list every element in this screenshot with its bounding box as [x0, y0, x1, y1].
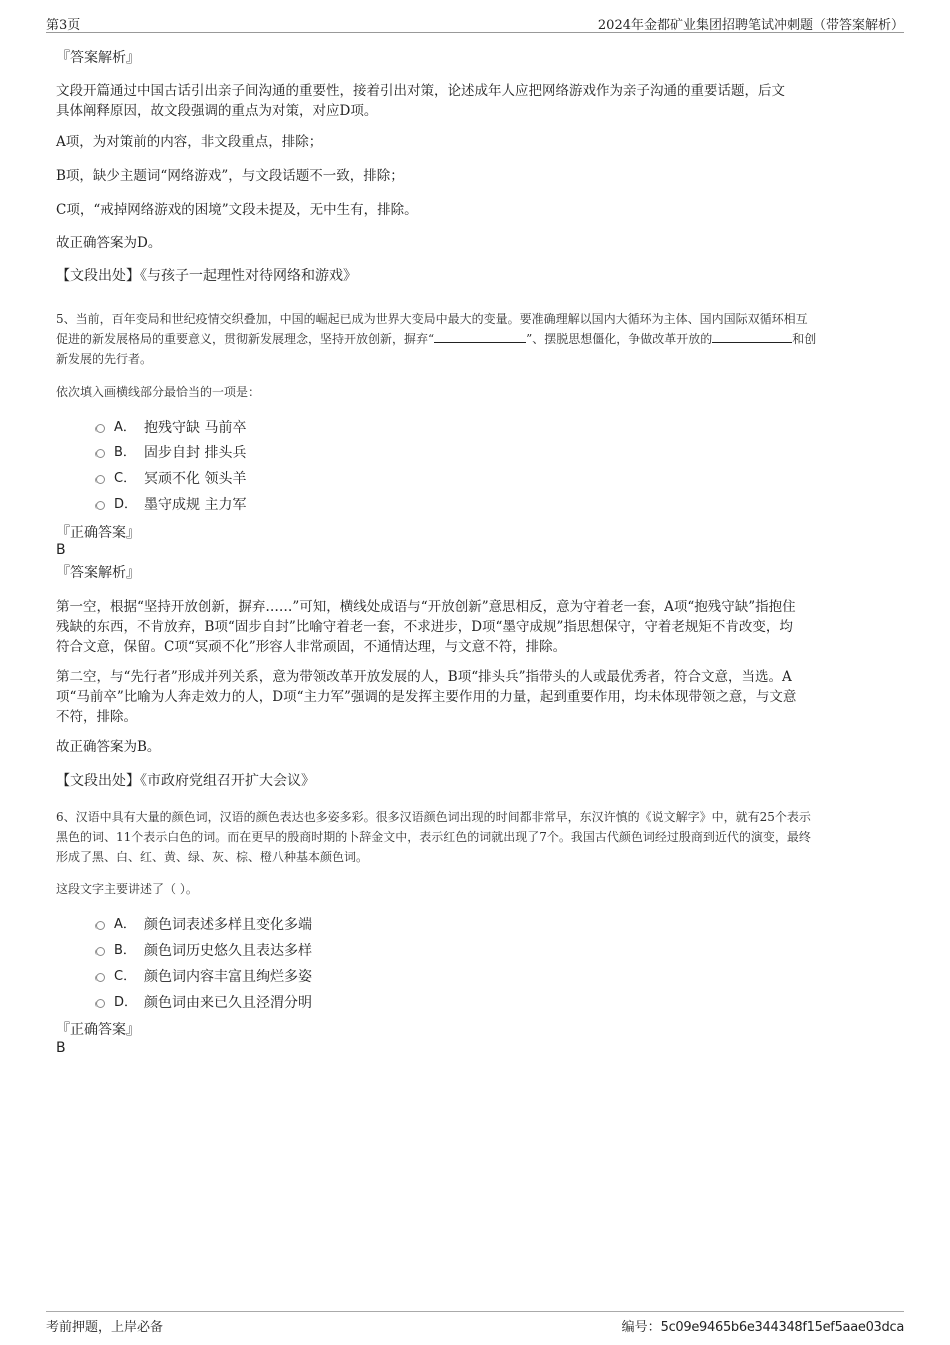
- page-header: [46, 14, 904, 33]
- analysis-paragraph: 文段开篇通过中国古话引出亲子间沟通的重要性，接着引出对策，论述成年人应把网络游戏作为亲子沟通的重要话题，后文 具体阐释原因，故文段强调的重点为对策，对应D项。: [56, 83, 785, 119]
- radio-icon[interactable]: [96, 947, 105, 956]
- analysis-paragraph-1: 第一空，根据“坚持开放创新，摒弃……”可知，横线处成语与“开放创新”意思相反，意为守着老一套，A项“抱残守缺”指抱住 残缺的东西，不肯放弃，B项“固步自封”比喻守着老一套，不求进步，D项“墨守成规”指思想保守，守着老规矩不肯改变，均 符合文意，保留。C项“冥顽不化”形容人非常顽固，不通情达理，与文意不符，排除。: [56, 599, 796, 655]
- radio-icon[interactable]: [96, 475, 105, 484]
- correct-answer: B: [56, 542, 66, 558]
- radio-icon[interactable]: [96, 999, 105, 1008]
- radio-icon[interactable]: [96, 449, 105, 458]
- fill-blank-1: [434, 330, 526, 343]
- document-code: 编号：5c09e9465b6e344348f15ef5aae03dca: [621, 1320, 904, 1335]
- page-footer: [46, 1311, 904, 1335]
- correct-answer: B: [56, 1040, 66, 1056]
- radio-icon[interactable]: [96, 921, 105, 930]
- footer-slogan: 考前押题，上岸必备: [46, 1320, 164, 1335]
- question-6-prompt: 这段文字主要讲述了（ ）。: [56, 882, 198, 896]
- radio-icon[interactable]: [96, 501, 105, 510]
- fill-blank-2: [712, 330, 792, 343]
- page-number: 第3页: [46, 18, 81, 33]
- answer-label: 『正确答案』: [56, 1022, 140, 1038]
- analysis-label: 『答案解析』: [56, 565, 140, 581]
- analysis-conclusion: 故正确答案为D。: [56, 235, 162, 251]
- source-citation: 【文段出处】《市政府党组召开扩大会议》: [56, 773, 315, 789]
- radio-icon[interactable]: [96, 973, 105, 982]
- analysis-point-c: C项，“戒掉网络游戏的困境”文段未提及，无中生有，排除。: [56, 202, 418, 218]
- analysis-conclusion: 故正确答案为B。: [56, 739, 161, 755]
- radio-icon[interactable]: [96, 424, 105, 433]
- analysis-paragraph-2: 第二空，与“先行者”形成并列关系，意为带领改革开放发展的人，B项“排头兵”指带头的人或最优秀者，符合文意，当选。A 项“马前卒”比喻为人奔走效力的人，D项“主力军”强调的是发挥主要作用的力量，起到重要作用，均未体现带领之意，与文意 不符，排除。: [56, 669, 797, 725]
- question-5-stem: 5、当前，百年变局和世纪疫情交织叠加，中国的崛起已成为世界大变局中最大的变量。要准确理解以国内大循环为主体、国内国际双循环相互 促进的新发展格局的重要意义，贯彻新发展理念，坚持开放创新，摒弃“ ”、摆脱思想僵化，争做改革开放的 和创 新发展的先行者。: [56, 312, 817, 366]
- question-6-stem: 6、汉语中具有大量的颜色词，汉语的颜色表达也多姿多彩。很多汉语颜色词出现的时间都非常早，东汉许慎的《说文解字》中，就有25个表示 黑色的词、11个表示白色的词。而在更早的殷商时期的卜辞金文中，表示红色的词就出现了7个。我国古代颜色词经过殷商到近代的演变，最终 形成了黑、白、红、黄、绿、灰、棕、橙八种基本颜色词。: [56, 810, 811, 864]
- answer-label: 『正确答案』: [56, 525, 140, 541]
- analysis-label: 『答案解析』: [56, 50, 140, 66]
- source-citation: 【文段出处】《与孩子一起理性对待网络和游戏》: [56, 268, 357, 284]
- question-5-prompt: 依次填入画横线部分最恰当的一项是：: [56, 385, 261, 399]
- analysis-point-b: B项，缺少主题词“网络游戏”，与文段话题不一致，排除；: [56, 168, 404, 184]
- analysis-point-a: A项，为对策前的内容，非文段重点，排除；: [56, 134, 323, 150]
- document-title: 2024年金都矿业集团招聘笔试冲刺题（带答案解析）: [597, 18, 904, 33]
